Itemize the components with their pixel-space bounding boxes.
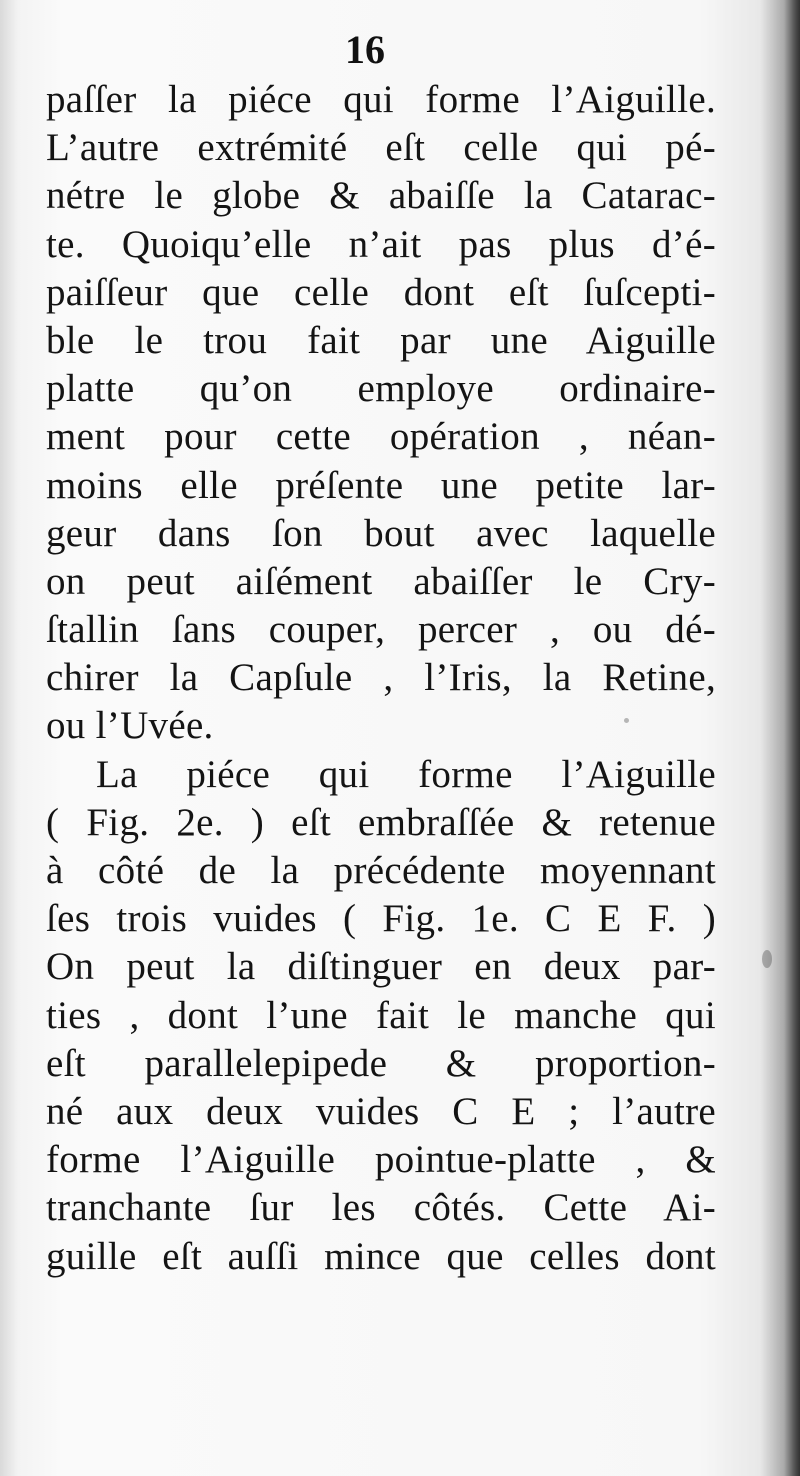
text-line: On peut la diſtinguer en deux par- bbox=[46, 945, 716, 989]
text-line: ou l’Uvée. bbox=[46, 704, 214, 748]
text-line: paſſer la piéce qui forme l’Aiguille. bbox=[46, 78, 716, 121]
text-line: né aux deux vuides C E ; l’autre bbox=[46, 1089, 716, 1133]
text-line: moins elle préſente une petite lar- bbox=[46, 463, 716, 507]
text-line: eſt parallelepipede & proportion- bbox=[46, 1041, 716, 1085]
text-line: geur dans ſon bout avec laquelle bbox=[46, 511, 716, 555]
ink-blot bbox=[624, 718, 629, 723]
text-line: forme l’Aiguille pointue-platte , & bbox=[46, 1138, 716, 1182]
text-line: nétre le globe & abaiſſe la Catarac- bbox=[46, 174, 716, 218]
text-line: platte qu’on employe ordinaire- bbox=[46, 367, 716, 411]
page-edge-shadow bbox=[784, 0, 800, 1476]
text-line: La piéce qui forme l’Aiguille bbox=[96, 752, 716, 796]
ink-blot bbox=[762, 950, 772, 968]
text-line: on peut aiſément abaiſſer le Cry- bbox=[46, 559, 716, 603]
page-number: 16 bbox=[345, 27, 385, 72]
text-line: paiſſeur que celle dont eſt ſuſcepti- bbox=[46, 270, 716, 314]
text-line: ſtallin ſans couper, percer , ou dé- bbox=[46, 608, 716, 652]
text-line: te. Quoiqu’elle n’ait pas plus d’é- bbox=[46, 222, 716, 266]
body-text bbox=[46, 76, 716, 1281]
text-line: L’autre extrémité eſt celle qui pé- bbox=[46, 126, 716, 170]
text-line: ( Fig. 2e. ) eſt embraſſée & retenue bbox=[46, 800, 716, 844]
text-line: tranchante ſur les côtés. Cette Ai- bbox=[46, 1186, 716, 1230]
text-line: à côté de la précédente moyennant bbox=[46, 849, 716, 892]
text-line: chirer la Capſule , l’Iris, la Retine, bbox=[46, 656, 716, 700]
text-line: ble le trou fait par une Aiguille bbox=[46, 318, 716, 362]
text-line: ſes trois vuides ( Fig. 1e. C E F. ) bbox=[46, 897, 716, 941]
text-line: ment pour cette opération , néan- bbox=[46, 415, 716, 459]
text-line: guille eſt auſſi mince que celles dont bbox=[46, 1234, 716, 1278]
text-line: ties , dont l’une fait le manche qui bbox=[46, 993, 716, 1037]
